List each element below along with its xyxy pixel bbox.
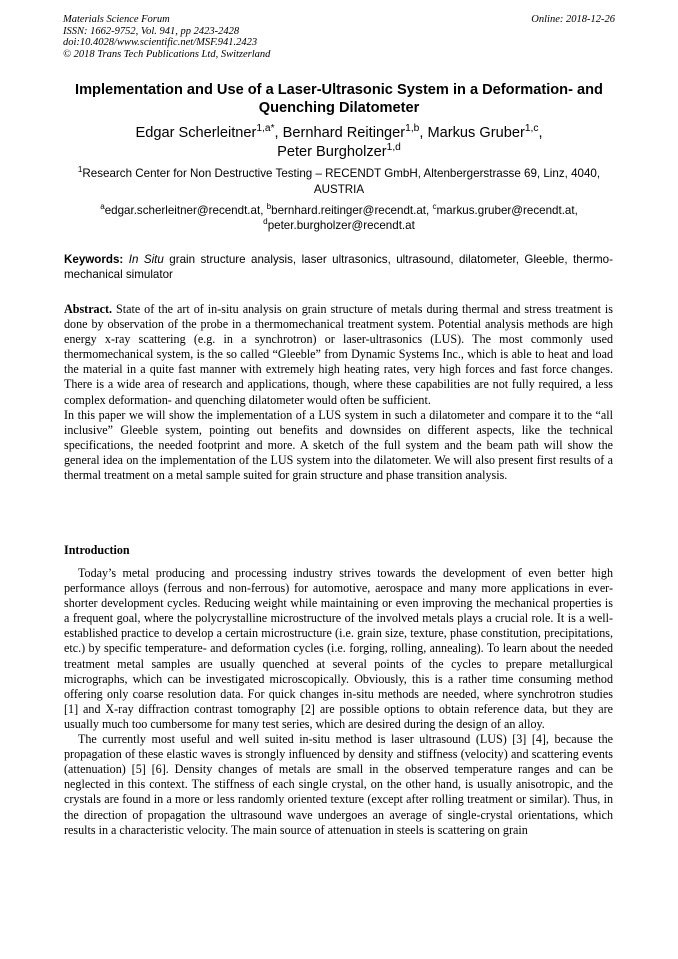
keywords-label: Keywords:	[64, 253, 124, 266]
email: $^b$bernhard.reitinger@recendt.at,	[266, 202, 433, 217]
email: $^a$edgar.scherleitner@recendt.at,	[100, 202, 267, 217]
introduction-body	[64, 566, 613, 838]
copyright-line: © 2018 Trans Tech Publications Ltd, Switzerland	[63, 48, 271, 60]
author: Markus Gruber$^{1,c}$,	[427, 123, 543, 141]
online-date: Online: 2018-12-26	[531, 14, 615, 25]
paper-title: Implementation and Use of a Laser-Ultrasonic System in a Deformation- and Quenching Dilatometer	[75, 82, 603, 116]
abstract-label: Abstract.	[64, 302, 113, 316]
author: Peter Burgholzer$^{1,d}$	[277, 141, 401, 160]
email: $^c$markus.gruber@recendt.at,	[432, 202, 578, 217]
keywords-italic: In Situ	[128, 253, 164, 266]
keywords	[64, 252, 613, 282]
body-paragraph: Today’s metal producing and processing industry strives towards the development of even better high performance alloys (ferrous and non-ferrous) for automotive, aerospace and many more applications in ever-shorter development cycles. Reducing weight while maintaining or even improving the mechanical properties is a frequent goal, where the polycrystalline microstructure of the involved metals plays a crucial role. It is a well-established practice to develop a certain microstructure (i.e. grain size, texture, phase constitution, precipitations, etc.) by specific temperature- and deformation cycles (i.e. forging, rolling, annealing). To learn about the needed treatment metal samples are usually quenched at several points of the cycles to prepare metallurgical micrographs, which can be investigated microscopically. Obviously, this is a rather time consuming method offering only coarse resolution data. For quick changes in-situ methods are needed, where synchrotron studies [1] and X-ray diffraction contrast tomography [2] are possible options to obtain reference data, but they are usually much too cumbersome for many test series, which are desired during the design of an alloy.	[64, 566, 613, 731]
abstract	[64, 302, 613, 483]
body-paragraph: The currently most useful and well suited in-situ method is laser ultrasound (LUS) [3] [4], because the propagation of these elastic waves is strongly influenced by density and stiffness (velocity) and scattering events (attenuation) [5] [6]. Density changes of metals are small in the observed temperature ranges and can be neglected in this context. The stiffness of each single crystal, on the other hand, is usually anisotropic, and the crystals are found in a more or less randomly oriented texture (except after rolling treatment or similar). Thus, in the direction of propagation the ultrasound wave undergoes an average of single-crystal orientations, which results in a characteristic velocity. The main source of attenuation in steels is scattering on grain	[64, 732, 613, 837]
email: $^d$peter.burgholzer@recendt.at	[263, 217, 415, 232]
author-list	[60, 124, 618, 161]
author: Edgar Scherleitner$^{1,a*}$,	[135, 123, 283, 141]
keywords-text: grain structure analysis, laser ultrasonics, ultrasound, dilatometer, Gleeble, thermo-mechanical simulator	[64, 253, 613, 281]
journal-name: Materials Science Forum	[63, 14, 170, 25]
journal-header	[63, 14, 270, 60]
issn-line: ISSN: 1662-9752, Vol. 941, pp 2423-2428	[63, 25, 240, 37]
doi-line: doi:10.4028/www.scientific.net/MSF.941.2423	[63, 37, 258, 49]
abstract-paragraph: In this paper we will show the implementation of a LUS system in such a dilatometer and compare it to the “all inclusive” Gleeble system, pointing out benefits and downsides on different aspects, like the technical specifications, the needed footprint and more. A sketch of the full system and the beam path will show the general idea on the implementation of the LUS system into the dilatometer. We will also present first results of a thermal treatment on a metal sample suited for grain structure and phase transition analysis.	[64, 407, 613, 483]
section-heading: Introduction	[64, 543, 130, 557]
abstract-paragraph: Abstract. State of the art of in-situ analysis on grain structure of metals during thermal and stress treatment is done by observation of the probe in a thermomechanical treatment system. Potential analysis methods are high energy x-ray scattering (e.g. in a synchrotron) or laser-ultrasonics (LUS). The most commonly used thermomechanical system, is the so called “Gleeble” from Dynamic Systems Inc., which is able to heat and load the material in a quite fast manner with extremely high heating rates, very high forces and fast force changes. There is a wide area of research and applications, though, where these capabilities are not fully required, a less complex deformation- and quenching dilatometer would often be sufficient.	[64, 302, 613, 407]
author: Bernhard Reitinger$^{1,b}$,	[282, 123, 428, 141]
author-emails	[60, 203, 618, 233]
affiliation: $^1$Research Center for Non Destructive Testing – RECENDT GmbH, Altenbergerstrasse 69, Linz, 4040, AUSTRIA	[77, 165, 601, 196]
